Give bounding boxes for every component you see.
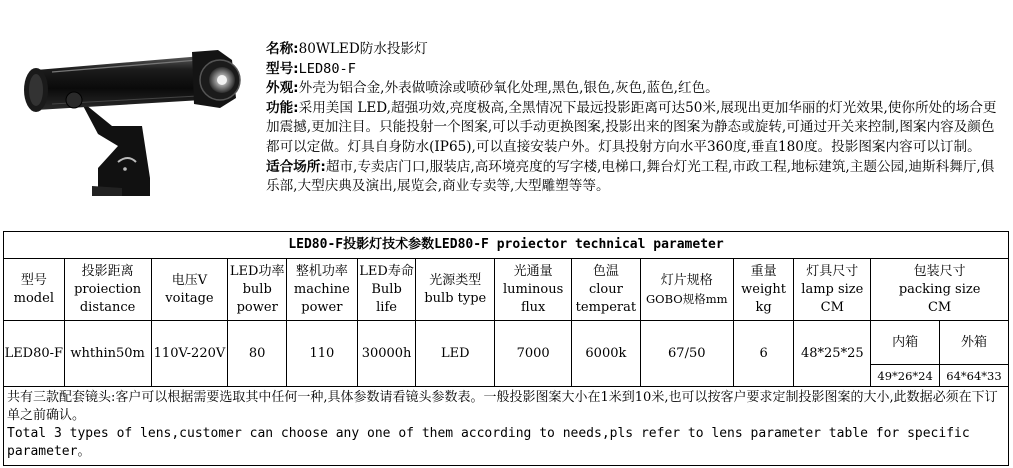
name-label: 名称: [266, 41, 299, 57]
spec-appearance-line [266, 79, 1001, 99]
header-machine-power-en2: power [301, 299, 343, 315]
header-lamp-size [794, 259, 871, 321]
header-voltage-cn: 电压V [171, 272, 208, 288]
header-packing-size-cn: 包装尺寸 [913, 263, 966, 279]
header-machine-power [287, 259, 358, 321]
header-lamp-size-en: lamp size [801, 281, 864, 297]
header-distance-en2: distance [79, 299, 136, 315]
header-gobo-en: GOBO规格mm [646, 291, 728, 306]
header-outer-box: 外箱 [939, 321, 1008, 365]
header-bulb-type-cn: 光源类型 [429, 272, 482, 288]
header-inner-box: 内箱 [871, 321, 940, 365]
header-weight [733, 259, 794, 321]
cell-gobo: 67/50 [640, 321, 733, 387]
model-label: 型号: [266, 60, 299, 77]
model-value: LED80-F [298, 60, 356, 77]
cell-bulb-life: 30000h [357, 321, 416, 387]
cell-weight: 6 [733, 321, 794, 387]
note-cn: 共有三款配套镜头:客户可以根据需要选取其中任何一种,具体参数请看镜头参数表。一般投影图案大小在1米到10米,也可以按客户要求定制投影图案的大小,此数据必须在下订单之前确认。 [7, 390, 998, 423]
header-voltage-en: voitage [165, 290, 214, 306]
header-bulb-power [228, 259, 287, 321]
header-colour-temp [572, 259, 641, 321]
cell-bulb-power: 80 [228, 321, 287, 387]
header-flux-cn: 光通量 [513, 263, 553, 279]
header-model-en: model [13, 290, 54, 306]
header-colour-temp-en2: temperat [575, 299, 637, 315]
header-flux-en2: flux [520, 299, 546, 315]
appearance-label: 外观: [266, 80, 299, 97]
venue-label: 适合场所: [266, 158, 326, 175]
header-packing-size [871, 259, 1009, 321]
cell-voltage: 110V-220V [151, 321, 228, 387]
product-photo [22, 38, 250, 198]
function-value: 采用美国 LED,超强功效,亮度极高,全黑情况下最远投影距离可达50米,展现出更加华丽的灯光效果,使你所处的场合更加震撼,更加注目。只能投射一个图案,可以手动更换图案,投影出来的图案为静态或旋转,可通过开关来控制,图案内容及颜色都可以定做。灯具自身防水(IP65),可以直接安装户外。灯具投射方向水平360度,垂直180度。投影图案内容可以订制。 [266, 99, 997, 155]
header-model-cn: 型号 [20, 272, 47, 288]
header-colour-temp-en1: clour [588, 281, 623, 297]
header-bulb-life-cn: LED寿命 [359, 263, 414, 279]
header-bulb-life-en1: Bulb [371, 281, 402, 297]
cell-machine-power: 110 [287, 321, 358, 387]
venue-value: 超市,专卖店门口,服装店,高环境亮度的写字楼,电梯口,舞台灯光工程,市政工程,地标建筑,主题公园,迪斯科舞厅,俱乐部,大型庆典及演出,展览会,商业专卖等,大型雕塑等等。 [266, 158, 995, 195]
spec-venue-line [266, 158, 1001, 197]
spec-name-line [266, 40, 1001, 60]
cell-outer-box: 64*64*33 [939, 365, 1008, 387]
header-weight-cn: 重量 [750, 263, 777, 279]
header-packing-size-unit: CM [927, 299, 952, 315]
header-flux [495, 259, 572, 321]
table-title: LED80-F投影灯技术参数LED80-F proiector technical parameter [4, 232, 1009, 259]
header-bulb-type [416, 259, 495, 321]
table-row [4, 321, 1009, 365]
header-model [4, 259, 65, 321]
cell-lamp-size: 48*25*25 [794, 321, 871, 387]
function-label: 功能: [266, 99, 299, 116]
header-bulb-life-en2: life [376, 299, 397, 315]
header-weight-unit: kg [755, 299, 772, 315]
header-gobo-cn: 灯片规格 [660, 272, 713, 288]
header-lamp-size-unit: CM [820, 299, 844, 315]
header-voltage [151, 259, 228, 321]
cell-inner-box: 49*26*24 [871, 365, 940, 387]
header-bulb-type-en: bulb type [424, 290, 487, 306]
header-bulb-power-en1: bulb [242, 281, 272, 297]
header-bulb-power-en2: power [236, 299, 278, 315]
header-lamp-size-cn: 灯具尺寸 [806, 263, 859, 279]
tech-parameter-table [3, 231, 1009, 466]
spec-function-line [266, 99, 1001, 158]
cell-model: LED80-F [4, 321, 65, 387]
header-bulb-power-cn: LED功率 [229, 263, 285, 279]
cell-bulb-type: LED [416, 321, 495, 387]
header-distance-en1: proiection [74, 281, 142, 297]
appearance-value: 外壳为铝合金,外表做喷涂或喷砂氧化处理,黑色,银色,灰色,蓝色,红色。 [298, 80, 719, 97]
table-note [4, 387, 1009, 466]
header-gobo [640, 259, 733, 321]
header-weight-en: weight [741, 281, 787, 297]
header-machine-power-en1: machine [293, 281, 350, 297]
header-packing-size-en: packing size [898, 281, 981, 297]
cell-flux: 7000 [495, 321, 572, 387]
note-en: Total 3 types of lens,customer can choose any one of them according to needs,pls refer to lens parameter table for specific parameter。 [7, 426, 970, 459]
header-distance [64, 259, 151, 321]
header-machine-power-cn: 整机功率 [295, 263, 348, 279]
spec-model-line [266, 60, 1001, 80]
cell-colour-temp: 6000k [572, 321, 641, 387]
header-bulb-life [357, 259, 416, 321]
name-value: 80WLED防水投影灯 [298, 41, 428, 57]
spec-block [266, 40, 1001, 197]
header-distance-cn: 投影距离 [81, 263, 134, 279]
cell-distance: whthin50m [64, 321, 151, 387]
header-colour-temp-cn: 色温 [592, 263, 619, 279]
header-flux-en1: luminous [502, 281, 564, 297]
